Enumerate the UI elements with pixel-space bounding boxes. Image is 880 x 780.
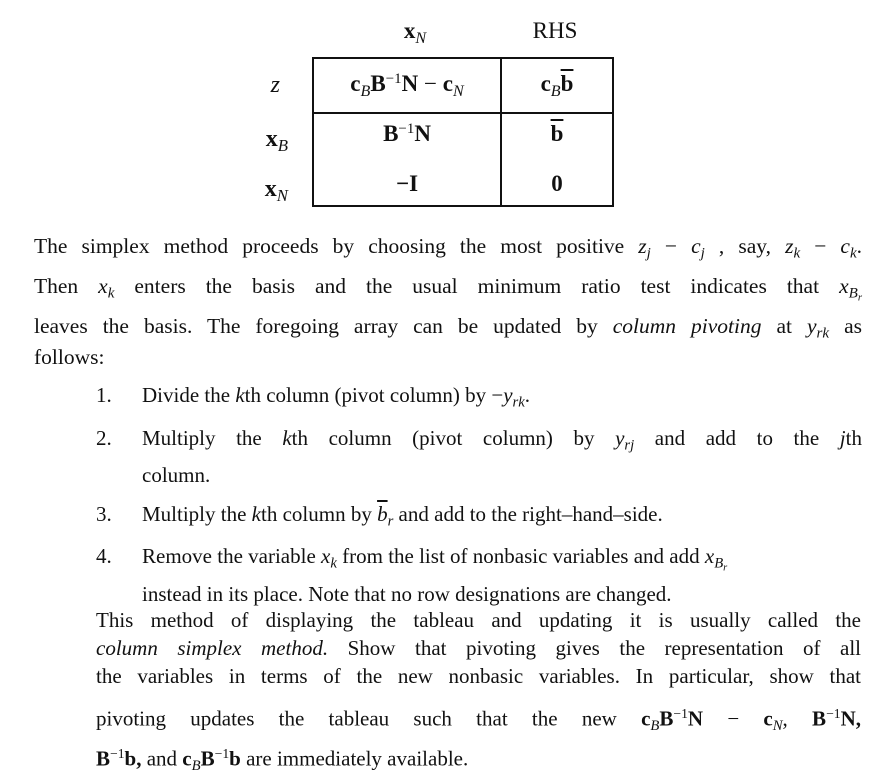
step-2-continuation: column. bbox=[142, 463, 211, 487]
tableau-divider-horizontal bbox=[314, 112, 612, 114]
para1-line1: The simplex method proceeds by choosing the most positive $z_j - c_j$ , say, $z_k - c_k$. bbox=[34, 234, 862, 262]
row-header-xn: $x_N$ bbox=[264, 176, 288, 206]
para1-line3: leaves the basis. The foregoing array can be updated by column pivoting at $y_{rk}$ as bbox=[34, 314, 862, 342]
row-header-z: z bbox=[270, 72, 280, 98]
step-4: 4. Remove the variable $x_k$ from the list of nonbasic variables and add $x_{Br}$ bbox=[96, 544, 728, 574]
cell-objective-value: $c_B\overline{b}$ bbox=[540, 71, 574, 100]
para1-line4: follows: bbox=[34, 345, 105, 369]
cell-neg-identity: −I bbox=[395, 171, 419, 196]
cell-zero: 0 bbox=[551, 171, 563, 196]
para2-line1: This method of displaying the tableau and updating it is usually called the bbox=[96, 608, 861, 632]
step-1: 1. Divide the kth column (pivot column) by $-y_{rk}$. bbox=[96, 383, 531, 411]
row-header-xb: $x_B$ bbox=[265, 126, 288, 156]
para2-line5: $B^{-1}b$, and $c_BB^{-1}b$ are immediately available. bbox=[96, 746, 469, 774]
para2-line4: pivoting updates the tableau such that the new $c_BB^{-1}N - c_N$, $B^{-1}N$, bbox=[96, 706, 861, 734]
step-4-continuation: instead in its place. Note that no row designations are changed. bbox=[142, 582, 672, 606]
cell-bbar: $\overline{b}$ bbox=[550, 121, 564, 146]
tableau bbox=[312, 57, 614, 207]
cell-binv-n: $B^{-1}N$ bbox=[383, 121, 431, 147]
step-3: 3. Multiply the kth column by $\overline{b}_r$ and add to the right–hand–side. bbox=[96, 502, 663, 530]
col-header-rhs: RHS bbox=[532, 18, 578, 43]
para2-line2: column simplex method. Show that pivoting gives the representation of all bbox=[96, 636, 862, 660]
step-2: 2. Multiply the kth column (pivot column) by $y_{rj}$ and add to the jth bbox=[96, 426, 862, 454]
cell-reduced-costs: $c_BB^{-1}N - c_N$ bbox=[350, 71, 464, 101]
para1-line2: Then $x_k$ enters the basis and the usual minimum ratio test indicates that $x_{Br}$ bbox=[34, 274, 862, 304]
para2-line3: the variables in terms of the new nonbasic variables. In particular, show that bbox=[96, 664, 861, 688]
col-header-xn: $x_N$ bbox=[403, 18, 427, 47]
